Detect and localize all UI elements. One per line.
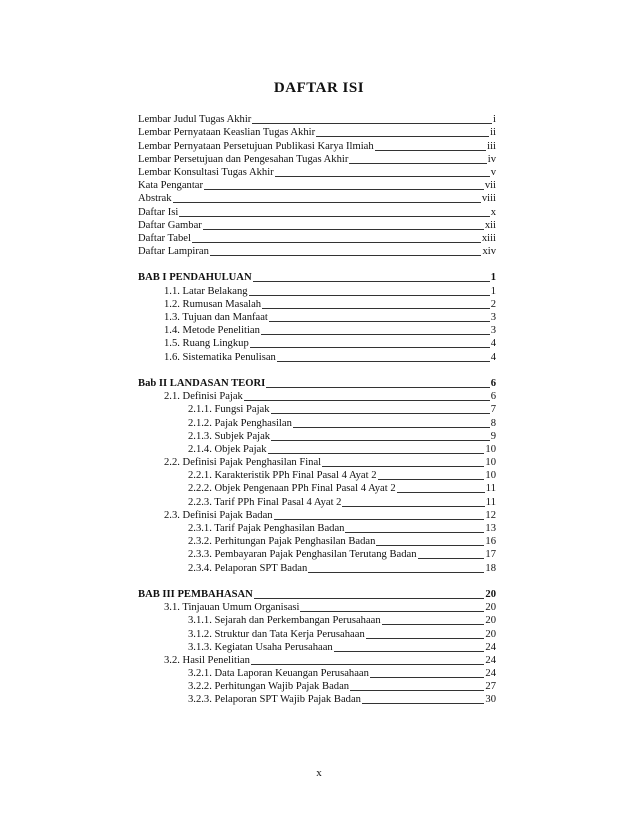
toc-entry-label: 1.4. Metode Penelitian: [164, 325, 260, 337]
toc-entry: [138, 126, 496, 139]
toc-entry-page: 2: [490, 298, 496, 310]
leader-line: [293, 427, 490, 428]
toc-entry: [138, 482, 496, 495]
toc-entry-label: 3.1.1. Sejarah dan Perkembangan Perusahaan: [188, 615, 381, 627]
toc-entry-label: Lembar Pernyataan Persetujuan Publikasi Karya Ilmiah: [138, 140, 374, 152]
toc-entry-label: 1.5. Ruang Lingkup: [164, 338, 249, 350]
toc-entry-page: 4: [490, 351, 496, 363]
toc-entry-label: 3.2.2. Perhitungan Wajib Pajak Badan: [188, 681, 350, 693]
toc-entry: [138, 509, 496, 522]
toc-entry-label: 2.1. Definisi Pajak: [164, 391, 243, 403]
toc-entry-label: BAB I PENDAHULUAN: [138, 272, 252, 284]
toc-chapter-heading: [138, 377, 496, 390]
toc-entry-page: v: [490, 166, 496, 178]
leader-line: [277, 361, 490, 362]
toc-entry: [138, 614, 496, 627]
toc-entry: [138, 192, 496, 205]
toc-entry-page: 13: [485, 523, 496, 534]
leader-line: [349, 163, 486, 164]
toc-entry: [138, 495, 496, 508]
toc-entry-page: 4: [490, 338, 496, 350]
toc-entry-label: Lembar Judul Tugas Akhir: [138, 114, 252, 126]
toc-entry-page: 6: [490, 377, 496, 389]
toc-entry: [138, 443, 496, 456]
toc-entry-page: 20: [485, 628, 496, 640]
toc-entry: [138, 601, 496, 614]
leader-line: [275, 176, 490, 177]
toc-entry: [138, 627, 496, 640]
toc-entry: [138, 139, 496, 152]
toc-entry-label: Lembar Pernyataan Keaslian Tugas Akhir: [138, 127, 316, 139]
toc-entry-page: 7: [490, 404, 496, 416]
toc-entry: [138, 219, 496, 232]
toc-entry: [138, 403, 496, 416]
toc-entry-label: 3.1.3. Kegiatan Usaha Perusahaan: [188, 641, 333, 653]
toc-entry-page: 20: [485, 615, 496, 627]
toc-entry-label: 3.2.3. Pelaporan SPT Wajib Pajak Badan: [188, 694, 361, 706]
toc-entry-label: Abstrak: [138, 193, 172, 205]
leader-line: [261, 334, 490, 335]
leader-line: [253, 281, 490, 282]
toc-entry-page: 17: [485, 549, 496, 561]
toc-entry-page: ii: [490, 127, 496, 139]
toc-entry-page: xiii: [481, 232, 496, 244]
leader-line: [244, 400, 490, 401]
leader-line: [334, 651, 485, 652]
toc-entry: [138, 456, 496, 469]
toc-entry: [138, 337, 496, 350]
leader-line: [252, 123, 492, 124]
toc-entry-label: 1.2. Rumusan Masalah: [164, 298, 262, 310]
toc-entry-label: 2.1.3. Subjek Pajak: [188, 430, 271, 442]
toc-entry-label: 2.2.2. Objek Pengenaan PPh Final Pasal 4 Ayat 2: [188, 483, 396, 495]
toc-entry: [138, 245, 496, 258]
toc-entry: [138, 548, 496, 561]
toc-entry-label: 2.2.1. Karakteristik PPh Final Pasal 4 Ayat 2: [188, 470, 377, 482]
toc-entry-label: Daftar Gambar: [138, 219, 202, 231]
toc-entry-page: 1: [490, 272, 496, 284]
toc-entry: [138, 179, 496, 192]
toc-entry-page: xii: [484, 219, 496, 231]
leader-line: [262, 308, 490, 309]
leader-line: [173, 202, 481, 203]
toc-entry-page: 20: [485, 602, 496, 614]
toc-entry-page: 27: [485, 681, 496, 693]
toc-entry-page: 24: [485, 641, 496, 653]
toc-entry-label: 2.3.4. Pelaporan SPT Badan: [188, 562, 308, 574]
toc-entry-label: BAB III PEMBAHASAN: [138, 588, 253, 600]
toc-entry-page: 10: [485, 457, 496, 469]
section-spacer: [138, 364, 496, 377]
toc-entry: [138, 522, 496, 535]
toc-entry-page: 11: [485, 483, 496, 495]
toc-entry-label: 2.1.4. Objek Pajak: [188, 443, 267, 455]
toc-entry: [138, 667, 496, 680]
toc-entry-label: 3.2.1. Data Laporan Keuangan Perusahaan: [188, 668, 369, 680]
toc-entry-page: 6: [490, 391, 496, 403]
toc-entry-page: 10: [485, 443, 496, 455]
toc-entry-label: 1.1. Latar Belakang: [164, 285, 248, 297]
leader-line: [210, 255, 482, 256]
page-title: DAFTAR ISI: [273, 80, 365, 96]
leader-line: [300, 611, 484, 612]
section-spacer: [138, 575, 496, 588]
toc-entry-page: iv: [487, 153, 496, 165]
toc-entry-label: 3.1.2. Struktur dan Tata Kerja Perusahaan: [188, 628, 365, 640]
leader-line: [269, 321, 490, 322]
toc-entry-label: 2.2. Definisi Pajak Penghasilan Final: [164, 457, 322, 469]
leader-line: [251, 664, 484, 665]
page-number: x: [316, 767, 322, 779]
toc-entry-page: i: [493, 114, 496, 126]
toc-entry-label: 1.6. Sistematika Penulisan: [164, 351, 276, 363]
toc-entry-page: xiv: [482, 246, 496, 258]
toc-entry-page: 10: [485, 470, 496, 482]
toc-entry-page: 30: [485, 694, 496, 706]
leader-line: [362, 703, 484, 704]
leader-line: [382, 624, 485, 625]
toc-entry: [138, 113, 496, 126]
toc-entry: [138, 350, 496, 363]
toc-entry: [138, 469, 496, 482]
leader-line: [322, 466, 484, 467]
toc-entry-page: 1: [490, 285, 496, 297]
toc-entry-label: Kata Pengantar: [138, 180, 204, 192]
leader-line: [274, 519, 485, 520]
leader-line: [268, 453, 485, 454]
toc-entry: [138, 680, 496, 693]
toc-entry-page: 3: [490, 325, 496, 337]
toc-entry-page: viii: [481, 193, 496, 205]
toc-entry: [138, 654, 496, 667]
table-of-contents: [138, 113, 496, 706]
toc-entry-label: 2.3.2. Perhitungan Pajak Penghasilan Badan: [188, 536, 376, 548]
leader-line: [418, 558, 485, 559]
toc-entry: [138, 284, 496, 297]
leader-line: [342, 506, 484, 507]
toc-entry: [138, 205, 496, 218]
toc-entry: [138, 166, 496, 179]
toc-entry-label: 2.1.1. Fungsi Pajak: [188, 404, 270, 416]
leader-line: [397, 492, 485, 493]
toc-entry-label: 3.2. Hasil Penelitian: [164, 654, 250, 666]
toc-entry-page: 9: [490, 430, 496, 442]
leader-line: [179, 216, 489, 217]
toc-entry-page: 18: [485, 562, 496, 574]
toc-entry-page: vii: [484, 180, 496, 192]
toc-entry-page: 16: [485, 536, 496, 548]
toc-entry: [138, 535, 496, 548]
toc-entry-page: 8: [490, 417, 496, 429]
toc-entry: [138, 153, 496, 166]
leader-line: [350, 690, 484, 691]
toc-entry-label: 2.1.2. Pajak Penghasilan: [188, 417, 292, 429]
toc-entry: [138, 324, 496, 337]
toc-entry: [138, 430, 496, 443]
toc-entry-page: 11: [485, 496, 496, 508]
toc-entry: [138, 641, 496, 654]
leader-line: [192, 242, 481, 243]
toc-entry-page: 3: [490, 312, 496, 323]
toc-entry-label: Daftar Isi: [138, 206, 179, 218]
toc-entry-page: 24: [485, 668, 496, 680]
leader-line: [366, 638, 485, 639]
toc-entry: [138, 416, 496, 429]
toc-entry: [138, 561, 496, 574]
toc-entry-page: 24: [485, 654, 496, 666]
toc-entry: [138, 311, 496, 324]
leader-line: [254, 598, 485, 599]
leader-line: [376, 545, 484, 546]
toc-entry-label: 3.1. Tinjauan Umum Organisasi: [164, 602, 300, 614]
toc-entry-label: 2.2.3. Tarif PPh Final Pasal 4 Ayat 2: [188, 496, 342, 508]
leader-line: [378, 479, 485, 480]
leader-line: [316, 136, 489, 137]
toc-entry-page: 20: [485, 588, 496, 600]
toc-entry-label: 2.3. Definisi Pajak Badan: [164, 509, 273, 521]
leader-line: [271, 413, 490, 414]
toc-entry-label: 1.3. Tujuan dan Manfaat: [164, 312, 268, 323]
leader-line: [249, 295, 490, 296]
section-spacer: [138, 258, 496, 271]
leader-line: [204, 189, 484, 190]
toc-entry-label: Bab II LANDASAN TEORI: [138, 377, 266, 389]
toc-entry-page: x: [490, 206, 496, 218]
leader-line: [370, 677, 485, 678]
toc-entry: [138, 298, 496, 311]
toc-entry-label: 2.3.1. Tarif Pajak Penghasilan Badan: [188, 523, 345, 534]
toc-entry: [138, 232, 496, 245]
leader-line: [203, 229, 484, 230]
toc-entry-label: Daftar Tabel: [138, 232, 191, 244]
toc-entry-label: 2.3.3. Pembayaran Pajak Penghasilan Terutang Badan: [188, 549, 417, 561]
leader-line: [271, 440, 490, 441]
toc-entry-page: 12: [485, 509, 496, 521]
toc-chapter-heading: [138, 588, 496, 601]
toc-entry-label: Daftar Lampiran: [138, 246, 209, 258]
toc-entry-label: Lembar Persetujuan dan Pengesahan Tugas Akhir: [138, 153, 349, 165]
leader-line: [345, 532, 484, 533]
leader-line: [250, 347, 490, 348]
toc-entry: [138, 390, 496, 403]
toc-entry-label: Lembar Konsultasi Tugas Akhir: [138, 166, 274, 178]
leader-line: [266, 387, 489, 388]
toc-chapter-heading: [138, 271, 496, 284]
leader-line: [308, 572, 484, 573]
leader-line: [375, 150, 487, 151]
toc-entry: [138, 693, 496, 706]
toc-entry-page: iii: [487, 140, 496, 152]
